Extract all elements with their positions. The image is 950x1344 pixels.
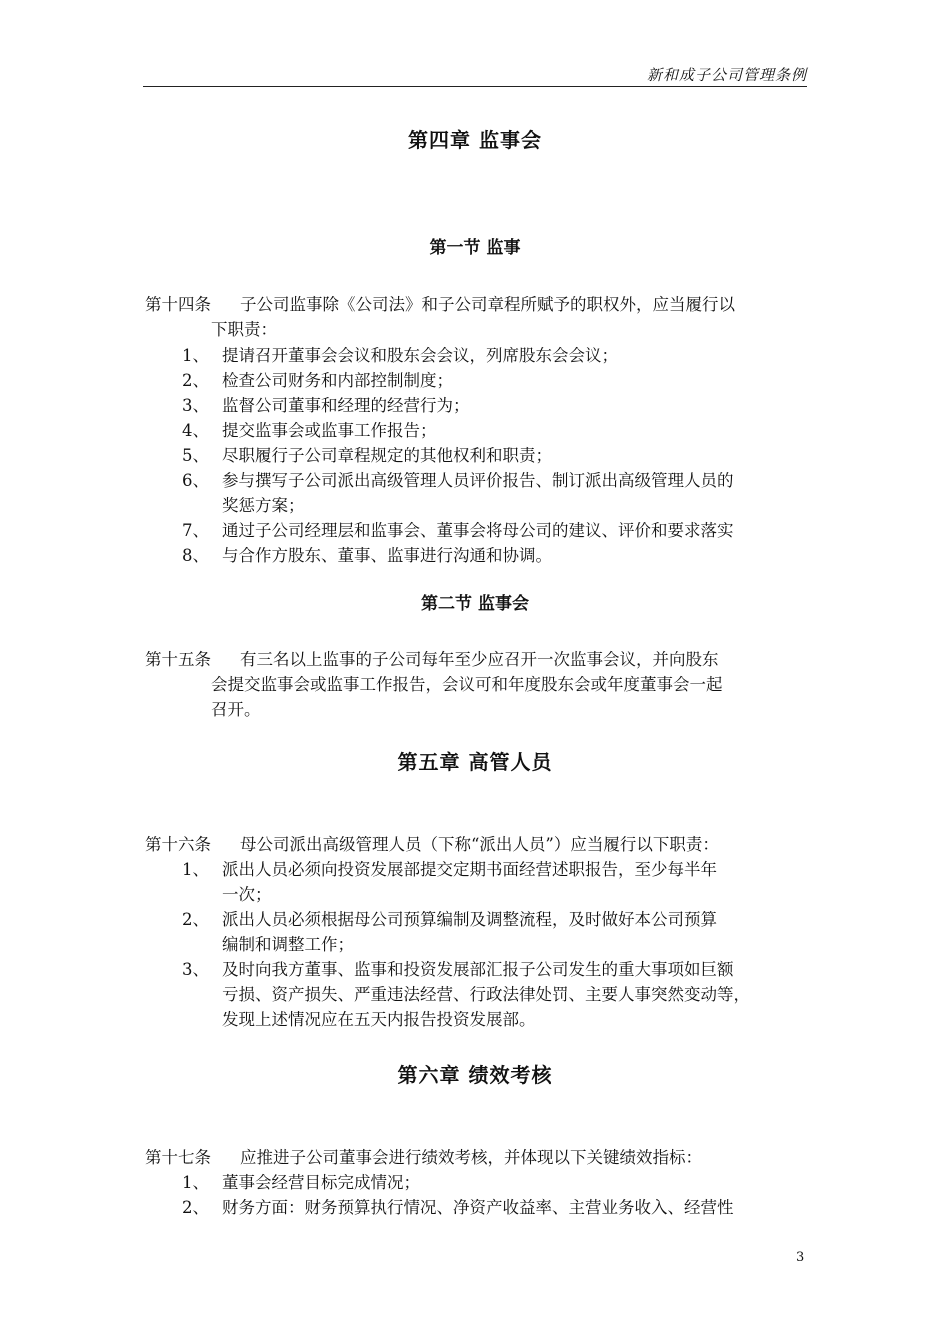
list-item-number: 1、 — [182, 346, 209, 365]
list-item-text: 参与撰写子公司派出高级管理人员评价报告、制订派出高级管理人员的 — [222, 471, 734, 490]
list-item-number: 2、 — [182, 1198, 209, 1217]
list-item-text: 派出人员必须根据母公司预算编制及调整流程，及时做好本公司预算 — [222, 910, 717, 929]
article-14-label: 第十四条 — [145, 295, 211, 314]
list-item-text: 通过子公司经理层和监事会、董事会将母公司的建议、评价和要求落实 — [222, 521, 734, 540]
list-item-number: 2、 — [182, 910, 209, 929]
list-item-number: 1、 — [182, 1173, 209, 1192]
list-item — [182, 343, 812, 368]
list-item — [182, 907, 812, 957]
list-item-number: 2、 — [182, 371, 209, 390]
list-item — [182, 857, 812, 907]
list-item-text: 尽职履行子公司章程规定的其他权利和职责； — [222, 446, 552, 465]
article-17-text: 应推进子公司董事会进行绩效考核，并体现以下关键绩效指标： — [240, 1148, 702, 1167]
list-item-text: 派出人员必须向投资发展部提交定期书面经营述职报告，至少每半年 — [222, 860, 717, 879]
list-item-text: 提请召开董事会会议和股东会会议，列席股东会会议； — [222, 346, 618, 365]
list-item — [182, 468, 812, 518]
list-item — [182, 957, 812, 1032]
list-item-text: 与合作方股东、董事、监事进行沟通和协调。 — [222, 546, 552, 565]
list-item-number: 1、 — [182, 860, 209, 879]
list-item-number: 6、 — [182, 471, 209, 490]
list-item-number: 8、 — [182, 546, 209, 565]
chapter-6-heading: 第六章 绩效考核 — [397, 1063, 553, 1087]
list-item-text-cont: 编制和调整工作； — [222, 935, 354, 954]
article-14-text-cont: 下职责： — [211, 320, 277, 339]
list-item — [182, 393, 812, 418]
section-2-heading: 第二节 监事会 — [421, 594, 529, 614]
list-item — [182, 368, 812, 393]
list-item-number: 4、 — [182, 421, 209, 440]
article-15-label: 第十五条 — [145, 650, 211, 669]
article-14 — [145, 292, 809, 342]
list-item-number: 3、 — [182, 960, 209, 979]
list-item — [182, 443, 812, 468]
list-item-text-cont: 亏损、资产损失、严重违法经营、行政法律处罚、主要人事突然变动等， — [222, 985, 750, 1004]
list-item-text: 及时向我方董事、监事和投资发展部汇报子公司发生的重大事项如巨额 — [222, 960, 734, 979]
list-item-text-cont: 奖惩方案； — [222, 496, 305, 515]
article-14-text: 子公司监事除《公司法》和子公司章程所赋予的职权外，应当履行以 — [240, 295, 735, 314]
article-16-label: 第十六条 — [145, 835, 211, 854]
list-item-text: 提交监事会或监事工作报告； — [222, 421, 437, 440]
list-item-text: 董事会经营目标完成情况； — [222, 1173, 420, 1192]
section-1-heading: 第一节 监事 — [429, 238, 521, 258]
running-header: 新和成子公司管理条例 — [646, 66, 807, 84]
list-item — [182, 418, 812, 443]
list-item — [182, 518, 812, 543]
chapter-4-heading: 第四章 监事会 — [408, 128, 542, 152]
article-15-text-cont: 召开。 — [211, 700, 261, 719]
list-item-text: 检查公司财务和内部控制制度； — [222, 371, 453, 390]
list-item-text: 监督公司董事和经理的经营行为； — [222, 396, 470, 415]
article-15 — [145, 647, 809, 722]
article-15-text: 有三名以上监事的子公司每年至少应召开一次监事会议，并向股东 — [240, 650, 719, 669]
list-item-number: 7、 — [182, 521, 209, 540]
article-17-label: 第十七条 — [145, 1148, 211, 1167]
list-item-number: 3、 — [182, 396, 209, 415]
list-item-number: 5、 — [182, 446, 209, 465]
article-15-text-cont: 会提交监事会或监事工作报告，会议可和年度股东会或年度董事会一起 — [211, 675, 723, 694]
article-16 — [145, 832, 809, 857]
list-item-text: 财务方面：财务预算执行情况、净资产收益率、主营业务收入、经营性 — [222, 1198, 734, 1217]
article-17 — [145, 1145, 809, 1170]
header-divider — [143, 86, 807, 87]
article-16-text: 母公司派出高级管理人员（下称“派出人员”）应当履行以下职责： — [240, 835, 719, 854]
list-item-text-cont: 发现上述情况应在五天内报告投资发展部。 — [222, 1010, 536, 1029]
page-number: 3 — [796, 1250, 805, 1265]
list-item — [182, 1195, 812, 1220]
list-item — [182, 1170, 812, 1195]
chapter-5-heading: 第五章 高管人员 — [397, 750, 553, 774]
list-item — [182, 543, 812, 568]
list-item-text-cont: 一次； — [222, 885, 272, 904]
